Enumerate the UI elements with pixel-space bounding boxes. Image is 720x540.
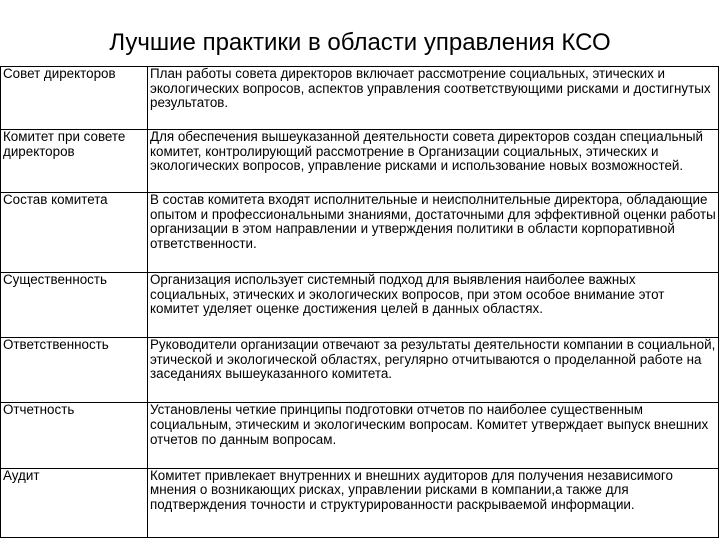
table-row — [1, 403, 719, 468]
row-label: Комитет при совете директоров — [1, 130, 148, 193]
row-description: Для обеспечения вышеуказанной деятельности совета директоров создан специальный комитет, контролирующий рассмотрение в Организации социальных, этических и экологических вопросов, управление рисками и использование новых возможностей. — [148, 130, 719, 193]
row-label: Состав комитета — [1, 193, 148, 273]
slide-title: Лучшие практики в области управления КСО — [109, 29, 611, 56]
row-description: Комитет привлекает внутренних и внешних аудиторов для получения независимого мнения о возникающих рисках, управлении рисками в компании,а также для подтверждения точности и структурированности раскрываемой информации. — [148, 468, 719, 537]
row-description: Организация использует системный подход для выявления наиболее важных социальных, этических и экологических вопросов, при этом особое внимание этот комитет уделяет оценке достижения целей в данных областях. — [148, 272, 719, 337]
row-label: Существенность — [1, 272, 148, 337]
row-label: Аудит — [1, 468, 148, 537]
table-row — [1, 193, 719, 273]
practices-table — [0, 66, 719, 538]
row-description: План работы совета директоров включает рассмотрение социальных, этических и экологических вопросов, аспектов управления соответствующими рисками и достигнутых результатов. — [148, 67, 719, 130]
row-description: Установлены четкие принципы подготовки отчетов по наиболее существенным социальным, этическим и экологическим вопросам. Комитет утверждает выпуск внешних отчетов по данным вопросам. — [148, 403, 719, 468]
table-row — [1, 468, 719, 537]
row-label: Ответственность — [1, 338, 148, 403]
row-label: Отчетность — [1, 403, 148, 468]
practices-table-container — [0, 66, 718, 538]
table-row — [1, 130, 719, 193]
table-row — [1, 338, 719, 403]
row-label: Совет директоров — [1, 67, 148, 130]
table-row — [1, 272, 719, 337]
row-description: Руководители организации отвечают за результаты деятельности компании в социальной, этической и экологической областях, регулярно отчитываются о проделанной работе на заседаниях вышеуказанного комитета. — [148, 338, 719, 403]
row-description: В состав комитета входят исполнительные и неисполнительные директора, обладающие опытом и профессиональными знаниями, достаточными для эффективной оценки работы организации в этом направлении и утверждения политики в области корпоративной ответственности. — [148, 193, 719, 273]
table-row — [1, 67, 719, 130]
